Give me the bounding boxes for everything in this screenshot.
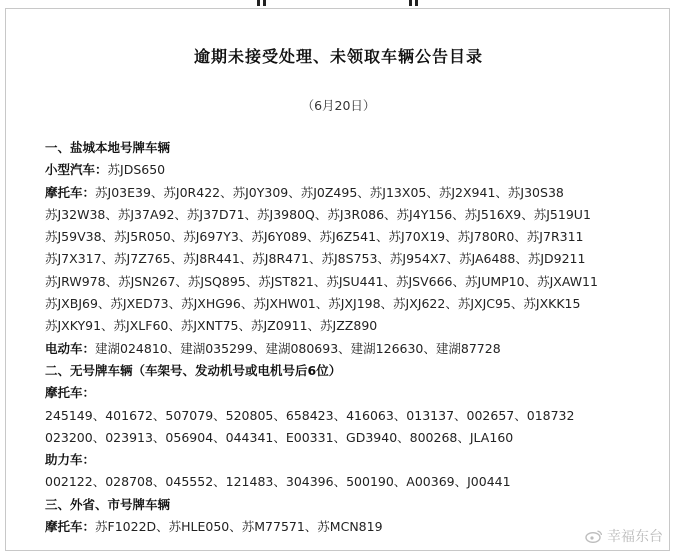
frame-number-line: 245149、401672、507079、520805、658423、416063、013137、002657、018732 bbox=[45, 407, 575, 423]
small-car-row bbox=[45, 159, 645, 181]
ebike-row bbox=[45, 338, 645, 360]
plate-list-line: 苏JRW978、苏JSN267、苏JSQ895、苏JST821、苏JSU441、苏JSV666、苏JUMP10、苏JXAW11 bbox=[45, 273, 598, 289]
frame-number-line: 002122、028708、045552、121483、304396、500190、A00369、J00441 bbox=[45, 474, 511, 490]
motorcycle-row bbox=[45, 182, 645, 204]
watermark-text: 幸福东台 bbox=[607, 529, 663, 545]
motorcycle-label: 摩托车： bbox=[45, 385, 96, 401]
section-heading: 一、盐城本地号牌车辆 bbox=[45, 140, 171, 155]
plate-list-line: 苏J03E39、苏J0R422、苏J0Y309、苏J0Z495、苏J13X05、苏J2X941、苏J30S38 bbox=[95, 184, 564, 200]
document-title: 逾期未接受处理、未领取车辆公告目录 bbox=[193, 47, 483, 66]
moped-label: 助力车： bbox=[45, 452, 96, 468]
watermark bbox=[585, 526, 663, 546]
plate-list-line: 苏J7X317、苏J7Z765、苏J8R441、苏J8R471、苏J8S753、苏J954X7、苏JA6488、苏JD9211 bbox=[45, 251, 586, 267]
plate-list-line: 苏JXKY91、苏JXLF60、苏JXNT75、苏JZ0911、苏JZZ890 bbox=[45, 318, 378, 334]
motorcycle-label: 摩托车： bbox=[45, 519, 96, 535]
ebike-plates: 建湖024810、建湖035299、建湖080693、建湖126630、建湖87728 bbox=[95, 340, 501, 356]
plate-list-line: 苏J32W38、苏J37A92、苏J37D71、苏J3980Q、苏J3R086、苏J4Y156、苏J516X9、苏J519U1 bbox=[45, 206, 591, 222]
out-of-province-row bbox=[45, 516, 645, 538]
ebike-label: 电动车： bbox=[45, 340, 96, 356]
binding-mark bbox=[409, 0, 412, 6]
out-of-province-plates: 苏F1022D、苏HLE050、苏M77571、苏MCN819 bbox=[95, 519, 383, 535]
plate-list-line: 苏JXBJ69、苏JXED73、苏JXHG96、苏JXHW01、苏JXJ198、苏JXJ622、苏JXJC95、苏JXKK15 bbox=[45, 296, 581, 312]
section-heading: 三、外省、市号牌车辆 bbox=[45, 496, 171, 512]
plate-list-line: 苏J59V38、苏J5R050、苏J697Y3、苏J6Y089、苏J6Z541、苏J70X19、苏J780R0、苏J7R311 bbox=[45, 229, 584, 245]
top-binding-marks bbox=[0, 0, 677, 8]
motorcycle-label: 摩托车： bbox=[45, 184, 96, 200]
frame-number-line: 023200、023913、056904、044341、E00331、GD3940、800268、JLA160 bbox=[45, 429, 514, 445]
weibo-icon bbox=[585, 529, 603, 543]
binding-mark bbox=[415, 0, 418, 6]
binding-mark bbox=[263, 0, 266, 6]
document-date: （6月20日） bbox=[301, 98, 376, 113]
section-heading: 二、无号牌车辆（车架号、发动机号或电机号后6位） bbox=[45, 362, 342, 378]
small-car-plates: 苏JDS650 bbox=[107, 162, 166, 178]
binding-mark bbox=[257, 0, 260, 6]
document-body bbox=[45, 137, 645, 538]
small-car-label: 小型汽车： bbox=[45, 162, 108, 178]
